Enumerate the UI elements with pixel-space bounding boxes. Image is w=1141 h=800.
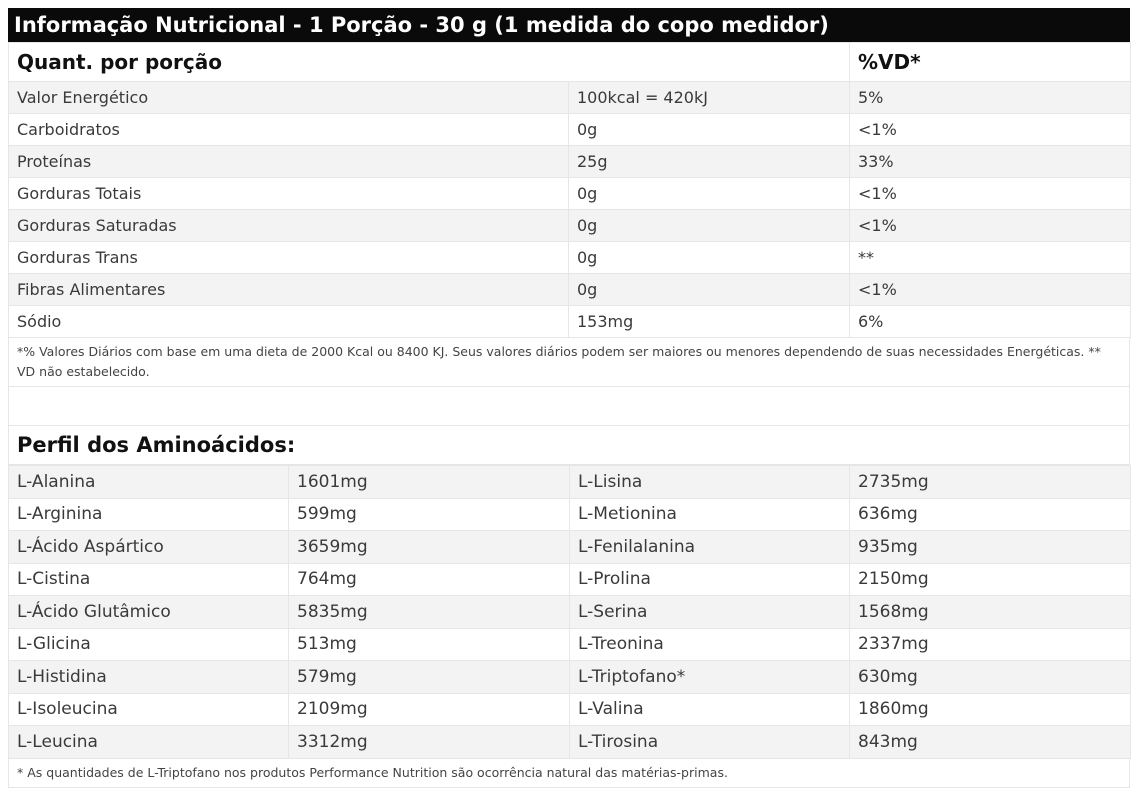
- amino-row: [9, 531, 1131, 564]
- amino-name: L-Glicina: [9, 628, 289, 661]
- amino-table: [8, 465, 1131, 759]
- amino-amount: 5835mg: [289, 596, 570, 629]
- nutrient-name: Gorduras Totais: [9, 178, 569, 210]
- amino-amount: 3312mg: [289, 726, 570, 759]
- nutrition-row: [9, 274, 1131, 306]
- nutrient-name: Gorduras Trans: [9, 242, 569, 274]
- amino-name: L-Isoleucina: [9, 693, 289, 726]
- amino-name: L-Triptofano*: [570, 661, 850, 694]
- amino-name: L-Alanina: [9, 466, 289, 499]
- amino-amount: 636mg: [850, 498, 1131, 531]
- nutrient-vd: <1%: [850, 178, 1131, 210]
- amino-name: L-Treonina: [570, 628, 850, 661]
- amino-amount: 935mg: [850, 531, 1131, 564]
- amino-name: L-Serina: [570, 596, 850, 629]
- amino-amount: 599mg: [289, 498, 570, 531]
- nutrition-footnote: *% Valores Diários com base em uma dieta de 2000 Kcal ou 8400 KJ. Seus valores diários podem ser maiores ou menores dependendo de suas necessidades Energéticas. ** VD não estabelecido.: [8, 338, 1130, 387]
- amino-amount: 513mg: [289, 628, 570, 661]
- serving-header: Quant. por porção: [9, 43, 850, 82]
- nutrient-vd: <1%: [850, 274, 1131, 306]
- amino-row: [9, 596, 1131, 629]
- nutrition-row: [9, 242, 1131, 274]
- nutrient-amount: 100kcal = 420kJ: [569, 82, 850, 114]
- amino-amount: 2109mg: [289, 693, 570, 726]
- nutrient-name: Proteínas: [9, 146, 569, 178]
- nutrition-row: [9, 178, 1131, 210]
- amino-name: L-Histidina: [9, 661, 289, 694]
- amino-row: [9, 726, 1131, 759]
- nutrient-amount: 153mg: [569, 306, 850, 338]
- amino-row: [9, 466, 1131, 499]
- nutrition-row: [9, 146, 1131, 178]
- nutrient-amount: 0g: [569, 210, 850, 242]
- nutrition-row: [9, 82, 1131, 114]
- nutrition-row: [9, 210, 1131, 242]
- amino-amount: 1568mg: [850, 596, 1131, 629]
- nutrient-amount: 25g: [569, 146, 850, 178]
- nutrient-vd: <1%: [850, 210, 1131, 242]
- amino-name: L-Valina: [570, 693, 850, 726]
- amino-amount: 764mg: [289, 563, 570, 596]
- nutrient-vd: **: [850, 242, 1131, 274]
- nutrition-row: [9, 114, 1131, 146]
- amino-amount: 3659mg: [289, 531, 570, 564]
- amino-name: L-Leucina: [9, 726, 289, 759]
- amino-name: L-Ácido Aspártico: [9, 531, 289, 564]
- amino-footnote: * As quantidades de L-Triptofano nos produtos Performance Nutrition são ocorrência natural das matérias-primas.: [8, 759, 1130, 788]
- amino-name: L-Metionina: [570, 498, 850, 531]
- nutrient-vd: 6%: [850, 306, 1131, 338]
- nutrition-row: [9, 306, 1131, 338]
- vd-header: %VD*: [850, 43, 1131, 82]
- nutrient-vd: <1%: [850, 114, 1131, 146]
- amino-amount: 1601mg: [289, 466, 570, 499]
- nutrition-header-row: [9, 43, 1131, 82]
- nutrient-name: Sódio: [9, 306, 569, 338]
- nutrient-amount: 0g: [569, 114, 850, 146]
- amino-name: L-Arginina: [9, 498, 289, 531]
- nutrient-amount: 0g: [569, 274, 850, 306]
- nutrient-name: Fibras Alimentares: [9, 274, 569, 306]
- section-spacer: [8, 387, 1130, 425]
- amino-amount: 2735mg: [850, 466, 1131, 499]
- amino-name: L-Tirosina: [570, 726, 850, 759]
- nutrient-amount: 0g: [569, 178, 850, 210]
- amino-name: L-Fenilalanina: [570, 531, 850, 564]
- amino-name: L-Lisina: [570, 466, 850, 499]
- amino-row: [9, 628, 1131, 661]
- amino-row: [9, 563, 1131, 596]
- nutrient-vd: 33%: [850, 146, 1131, 178]
- amino-name: L-Ácido Glutâmico: [9, 596, 289, 629]
- nutrition-info-panel: [8, 8, 1130, 788]
- amino-amount: 579mg: [289, 661, 570, 694]
- amino-amount: 1860mg: [850, 693, 1131, 726]
- nutrient-name: Carboidratos: [9, 114, 569, 146]
- nutrient-name: Gorduras Saturadas: [9, 210, 569, 242]
- amino-section-title: Perfil dos Aminoácidos:: [8, 425, 1130, 465]
- amino-amount: 2337mg: [850, 628, 1131, 661]
- amino-name: L-Cistina: [9, 563, 289, 596]
- amino-amount: 843mg: [850, 726, 1131, 759]
- nutrient-vd: 5%: [850, 82, 1131, 114]
- nutrition-table: [8, 42, 1131, 338]
- amino-name: L-Prolina: [570, 563, 850, 596]
- amino-amount: 2150mg: [850, 563, 1131, 596]
- page-title: Informação Nutricional - 1 Porção - 30 g (1 medida do copo medidor): [8, 8, 1130, 42]
- nutrient-name: Valor Energético: [9, 82, 569, 114]
- amino-amount: 630mg: [850, 661, 1131, 694]
- amino-row: [9, 498, 1131, 531]
- nutrient-amount: 0g: [569, 242, 850, 274]
- amino-row: [9, 661, 1131, 694]
- amino-row: [9, 693, 1131, 726]
